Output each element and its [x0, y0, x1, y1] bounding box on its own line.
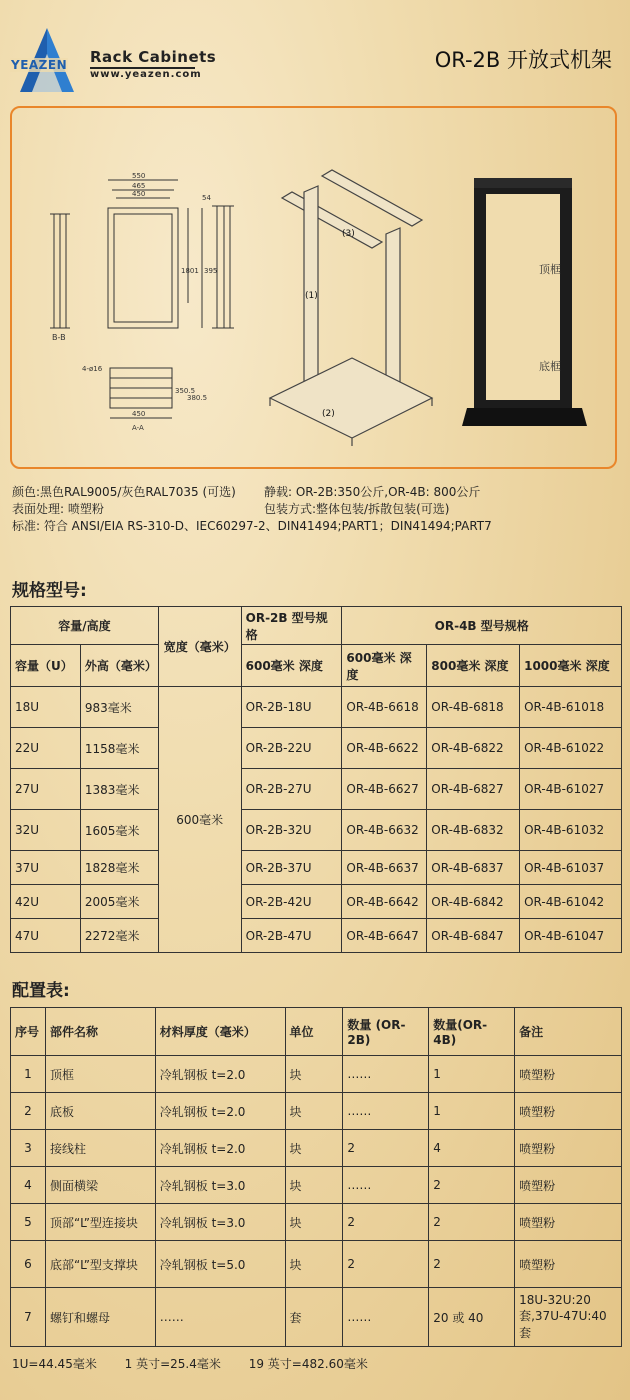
- cell-width-merged: 600毫米: [158, 687, 241, 953]
- cell-or4b-1000: OR-4B-61042: [520, 885, 622, 919]
- dim-465: 465: [132, 182, 146, 190]
- cell-name: 底板: [45, 1093, 155, 1130]
- header-or4b-800: 800毫米 深度: [427, 645, 520, 687]
- model-header-row-1: [11, 607, 622, 645]
- header-capacity-height: 容量/高度: [11, 607, 159, 645]
- table-row: [11, 1130, 622, 1167]
- footer-inch-conversion: 1 英寸=25.4毫米: [124, 1357, 221, 1371]
- page-header: [0, 0, 630, 100]
- cell-unit: 块: [285, 1241, 343, 1288]
- cell-name: 底部“L”型支撑块: [45, 1241, 155, 1288]
- cell-no: 1: [11, 1056, 46, 1093]
- cell-material: 冷轧钢板 t=3.0: [155, 1204, 285, 1241]
- dim-1801: 1801: [181, 267, 199, 275]
- dim-395: 395: [204, 267, 218, 275]
- table-row: [11, 769, 622, 810]
- cell-capacity: 42U: [11, 885, 81, 919]
- dim-380-5: 380.5: [187, 394, 208, 402]
- table-row: [11, 1056, 622, 1093]
- cell-or2b: OR-2B-27U: [241, 769, 342, 810]
- cell-or4b-1000: OR-4B-61032: [520, 810, 622, 851]
- cell-capacity: 18U: [11, 687, 81, 728]
- model-table: [10, 606, 622, 953]
- table-row: [11, 1167, 622, 1204]
- config-header-unit: 单位: [285, 1008, 343, 1056]
- cell-capacity: 47U: [11, 919, 81, 953]
- cell-or4b-1000: OR-4B-61027: [520, 769, 622, 810]
- cell-no: 7: [11, 1288, 46, 1347]
- cell-height: 983毫米: [80, 687, 158, 728]
- cell-or4b-600: OR-4B-6632: [342, 810, 427, 851]
- cell-qty-or4b: 4: [429, 1130, 515, 1167]
- cell-or2b: OR-2B-47U: [241, 919, 342, 953]
- dim-54: 54: [202, 194, 211, 202]
- logo-text: YEAZEN: [11, 58, 68, 72]
- header-width: 宽度（毫米）: [158, 607, 241, 687]
- cell-or2b: OR-2B-42U: [241, 885, 342, 919]
- cell-or4b-800: OR-4B-6818: [427, 687, 520, 728]
- cell-or2b: OR-2B-32U: [241, 810, 342, 851]
- table-row: [11, 1288, 622, 1347]
- dim-4-holes: 4-ø16: [82, 365, 103, 373]
- config-header-qty-or2b: 数量 (OR-2B): [343, 1008, 429, 1056]
- cell-name: 螺钉和螺母: [45, 1288, 155, 1347]
- cell-qty-or2b: ……: [343, 1056, 429, 1093]
- cell-name: 侧面横梁: [45, 1167, 155, 1204]
- footer-u-conversion: 1U=44.45毫米: [12, 1357, 97, 1371]
- dim-350-5: 350.5: [175, 387, 196, 395]
- cell-unit: 套: [285, 1288, 343, 1347]
- cell-unit: 块: [285, 1056, 343, 1093]
- cell-no: 3: [11, 1130, 46, 1167]
- config-section-title: 配置表:: [12, 981, 70, 1001]
- table-row: [11, 1241, 622, 1288]
- cell-name: 接线柱: [45, 1130, 155, 1167]
- cell-note: 喷塑粉: [515, 1093, 622, 1130]
- cell-or2b: OR-2B-37U: [241, 851, 342, 885]
- table-row: [11, 1204, 622, 1241]
- cell-note: 喷塑粉: [515, 1056, 622, 1093]
- cell-capacity: 27U: [11, 769, 81, 810]
- cell-unit: 块: [285, 1167, 343, 1204]
- side-view-bb: [50, 214, 70, 328]
- cell-material: 冷轧钢板 t=2.0: [155, 1130, 285, 1167]
- spec-standard: 标准: 符合 ANSI/EIA RS-310-D、IEC60297-2、DIN41494;PART1；DIN41494;PART7: [12, 519, 492, 533]
- cell-or4b-600: OR-4B-6642: [342, 885, 427, 919]
- header-height: 外高（毫米）: [80, 645, 158, 687]
- dim-450-bottom: 450: [132, 410, 146, 418]
- cell-note: 喷塑粉: [515, 1130, 622, 1167]
- exploded-isometric: [270, 170, 432, 446]
- cell-or2b: OR-2B-18U: [241, 687, 342, 728]
- header-or4b-1000: 1000毫米 深度: [520, 645, 622, 687]
- table-row: [11, 687, 622, 728]
- cell-qty-or2b: 2: [343, 1130, 429, 1167]
- header-or4b-600: 600毫米 深度: [342, 645, 427, 687]
- cell-or4b-800: OR-4B-6847: [427, 919, 520, 953]
- cell-material: 冷轧钢板 t=2.0: [155, 1093, 285, 1130]
- cell-or4b-800: OR-4B-6842: [427, 885, 520, 919]
- table-row: [11, 1093, 622, 1130]
- cell-name: 顶框: [45, 1056, 155, 1093]
- table-row: [11, 851, 622, 885]
- config-header-no: 序号: [11, 1008, 46, 1056]
- cell-or4b-600: OR-4B-6647: [342, 919, 427, 953]
- photo-label-top-frame: 顶框: [539, 263, 561, 276]
- cell-or4b-1000: OR-4B-61037: [520, 851, 622, 885]
- cell-no: 5: [11, 1204, 46, 1241]
- config-table: [10, 1007, 622, 1347]
- cell-or4b-1000: OR-4B-61047: [520, 919, 622, 953]
- cell-material: 冷轧钢板 t=2.0: [155, 1056, 285, 1093]
- cell-unit: 块: [285, 1093, 343, 1130]
- cell-qty-or4b: 20 或 40: [429, 1288, 515, 1347]
- cell-no: 6: [11, 1241, 46, 1288]
- cell-qty-or2b: ……: [343, 1288, 429, 1347]
- header-or4b: OR-4B 型号规格: [342, 607, 622, 645]
- cell-or4b-800: OR-4B-6832: [427, 810, 520, 851]
- config-header-qty-or4b: 数量(OR-4B): [429, 1008, 515, 1056]
- cell-unit: 块: [285, 1204, 343, 1241]
- spec-load: 静载: OR-2B:350公斤,OR-4B: 800公斤: [264, 485, 481, 499]
- cell-qty-or4b: 1: [429, 1093, 515, 1130]
- spec-packing: 包装方式:整体包装/拆散包装(可选): [264, 502, 450, 516]
- cell-or4b-600: OR-4B-6622: [342, 728, 427, 769]
- cell-unit: 块: [285, 1130, 343, 1167]
- rack-photo: [462, 178, 587, 426]
- footer-19inch-conversion: 19 英寸=482.60毫米: [248, 1357, 368, 1371]
- brand-title: Rack Cabinets: [90, 48, 217, 66]
- cell-qty-or4b: 2: [429, 1241, 515, 1288]
- config-header-note: 备注: [515, 1008, 622, 1056]
- label-bb: B-B: [52, 333, 66, 342]
- cell-height: 1605毫米: [80, 810, 158, 851]
- spec-surface: 表面处理: 喷塑粉: [12, 502, 104, 516]
- cell-or2b: OR-2B-22U: [241, 728, 342, 769]
- cell-qty-or4b: 2: [429, 1167, 515, 1204]
- cell-height: 1158毫米: [80, 728, 158, 769]
- table-row: [11, 810, 622, 851]
- cell-note: 18U-32U:20 套,37U-47U:40 套: [515, 1288, 622, 1347]
- cell-or4b-800: OR-4B-6827: [427, 769, 520, 810]
- cell-qty-or4b: 1: [429, 1056, 515, 1093]
- table-row: [11, 885, 622, 919]
- yeazen-logo: [12, 26, 82, 96]
- cell-or4b-600: OR-4B-6627: [342, 769, 427, 810]
- model-header-row-2: [11, 645, 622, 687]
- cell-or4b-800: OR-4B-6837: [427, 851, 520, 885]
- cell-height: 2272毫米: [80, 919, 158, 953]
- dim-450: 450: [132, 190, 146, 198]
- cell-no: 2: [11, 1093, 46, 1130]
- cell-material: 冷轧钢板 t=3.0: [155, 1167, 285, 1204]
- cell-capacity: 37U: [11, 851, 81, 885]
- product-title: OR-2B 开放式机架: [434, 48, 612, 72]
- cell-or4b-600: OR-4B-6618: [342, 687, 427, 728]
- cell-name: 顶部“L”型连接块: [45, 1204, 155, 1241]
- dim-550: 550: [132, 172, 146, 180]
- cell-height: 1383毫米: [80, 769, 158, 810]
- front-view: [108, 180, 202, 328]
- cell-capacity: 32U: [11, 810, 81, 851]
- config-header-row: [11, 1008, 622, 1056]
- part-label-1: (1): [305, 291, 318, 301]
- cell-or4b-800: OR-4B-6822: [427, 728, 520, 769]
- cell-qty-or2b: 2: [343, 1241, 429, 1288]
- config-header-material: 材料厚度（毫米）: [155, 1008, 285, 1056]
- cell-height: 2005毫米: [80, 885, 158, 919]
- cell-qty-or2b: ……: [343, 1093, 429, 1130]
- cell-or4b-1000: OR-4B-61018: [520, 687, 622, 728]
- cell-height: 1828毫米: [80, 851, 158, 885]
- unit-conversion-footer: [12, 1355, 392, 1372]
- photo-label-bottom-frame: 底框: [539, 360, 561, 373]
- cell-or4b-600: OR-4B-6637: [342, 851, 427, 885]
- part-label-2: (2): [322, 409, 335, 419]
- table-row: [11, 919, 622, 953]
- spec-color: 颜色:黑色RAL9005/灰色RAL7035 (可选): [12, 485, 236, 499]
- label-aa: A-A: [132, 424, 144, 432]
- header-capacity: 容量（U）: [11, 645, 81, 687]
- cell-qty-or2b: ……: [343, 1167, 429, 1204]
- cell-or4b-1000: OR-4B-61022: [520, 728, 622, 769]
- model-section-title: 规格型号:: [12, 581, 87, 601]
- header-or2b: OR-2B 型号规格: [241, 607, 342, 645]
- cell-note: 喷塑粉: [515, 1204, 622, 1241]
- cell-material: ……: [155, 1288, 285, 1347]
- header-or2b-depth: 600毫米 深度: [241, 645, 342, 687]
- part-label-3: (3): [342, 229, 355, 239]
- cell-material: 冷轧钢板 t=5.0: [155, 1241, 285, 1288]
- brand-url: www.yeazen.com: [90, 69, 202, 80]
- config-header-name: 部件名称: [45, 1008, 155, 1056]
- cell-qty-or4b: 2: [429, 1204, 515, 1241]
- technical-drawing-panel: [10, 106, 617, 469]
- cell-capacity: 22U: [11, 728, 81, 769]
- technical-drawing-svg: [12, 108, 619, 471]
- table-row: [11, 728, 622, 769]
- cell-note: 喷塑粉: [515, 1167, 622, 1204]
- cell-qty-or2b: 2: [343, 1204, 429, 1241]
- cell-note: 喷塑粉: [515, 1241, 622, 1288]
- cell-no: 4: [11, 1167, 46, 1204]
